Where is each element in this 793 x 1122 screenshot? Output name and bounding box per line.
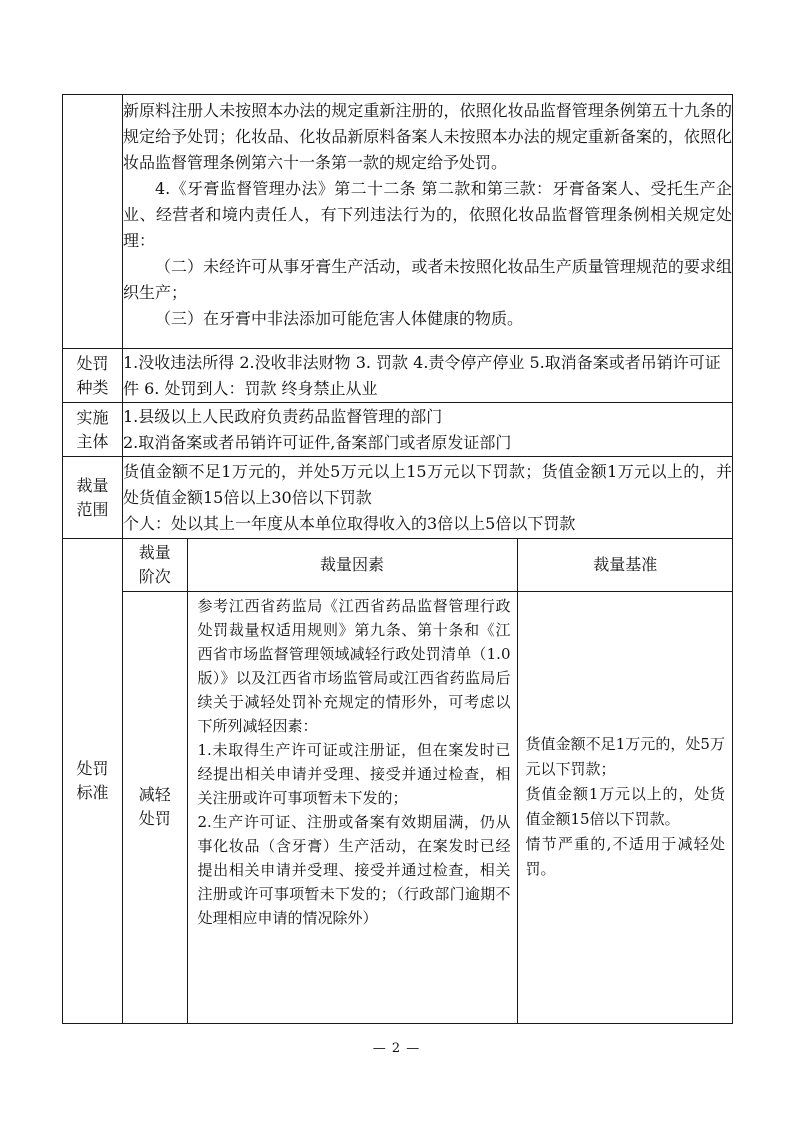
authority-line: 1.县级以上人民政府负责药品监督管理的部门 [123,406,443,426]
level-cell: 减轻处罚 [123,591,187,1023]
legal-paragraph: （三）在牙膏中非法添加可能危害人体健康的物质。 [155,309,524,328]
factor-paragraph: 2.生产许可证、注册或备案有效期届满，仍从事化妆品（含牙膏）生产活动，在案发时已经提出相关申请并受理、接受并通过检查，相关注册或许可事项暂未下发的；（行政部门逾期不处理相应申请的情况除外） [197,812,511,927]
detail-header-row [123,539,733,591]
page-number: — 2 — [372,1041,421,1056]
penalty-standard-cell [123,539,733,1024]
authority-text-cell [123,403,733,457]
continuation-label-cell [63,95,123,349]
factor-paragraph: 1.未取得生产许可证或注册证，但在案发时已经提出相关申请并受理、接受并通过检查，相关注册或许可事项暂未下发的； [197,740,511,807]
penalty-types-row [63,349,733,403]
benchmark-line: 货值金额不足1万元的，处5万元以下罚款； [525,735,725,779]
legal-paragraph: 4.《牙膏监督管理办法》第二十二条 第二款和第三款：牙膏备案人、受托生产企业、经营者和境内责任人，有下列违法行为的，依照化妆品监督管理条例相关规定处理： [123,179,732,250]
benchmark-header: 裁量基准 [517,539,733,591]
penalty-standard-label: 处罚标准 [63,539,123,1024]
discretion-range-line: 货值金额不足1万元的，并处5万元以上15万元以下罚款；货值金额1万元以上的，并处货值金额15倍以上30倍以下罚款 [123,461,732,507]
continuation-text-cell [123,95,733,349]
discretion-range-label: 裁量范围 [63,457,123,539]
legal-paragraph: （二）未经许可从事牙膏生产活动，或者未按照化妆品生产质量管理规范的要求组织生产； [123,257,732,302]
detail-row-mitigated [123,591,733,1023]
penalty-standard-row [63,539,733,1024]
discretion-range-line: 个人：处以其上一年度从本单位取得收入的3倍以上5倍以下罚款 [123,513,576,533]
benchmark-line: 货值金额1万元以上的，处货值金额15倍以下罚款。 [525,785,725,829]
discretion-range-row [63,457,733,539]
benchmark-line: 情节严重的,不适用于减轻处罚。 [525,835,725,879]
level-header: 裁量阶次 [123,539,187,591]
factors-header: 裁量因素 [187,539,517,591]
penalty-types-label: 处罚种类 [63,349,123,403]
continuation-row [63,95,733,349]
authority-line: 2.取消备案或者吊销许可证件,备案部门或者原发证部门 [123,432,512,452]
factors-cell [187,591,517,1023]
authority-row [63,403,733,457]
penalty-table [62,94,733,1024]
discretion-detail-table [123,539,733,1023]
benchmark-cell [517,591,733,1023]
authority-label: 实施主体 [63,403,123,457]
discretion-range-text-cell [123,457,733,539]
legal-paragraph: 新原料注册人未按照本办法的规定重新注册的，依照化妆品监督管理条例第五十九条的规定给予处罚；化妆品、化妆品新原料备案人未按照本办法的规定重新备案的，依照化妆品监督管理条例第六十一条第一款的规定给予处罚。 [123,101,732,172]
penalty-types-text: 1.没收违法所得 2.没收非法财物 3. 罚款 4.责令停产停业 5.取消备案或者吊销许可证件 6. 处罚到人：罚款 终身禁止从业 [123,349,733,403]
factor-paragraph: 参考江西省药监局《江西省药品监督管理行政处罚裁量权适用规则》第九条、第十条和《江西省市场监督管理领域减轻行政处罚清单（1.0版）》以及江西省市场监管局或江西省药监局后续关于减轻处罚补充规定的情形外，可考虑以下所列减轻因素： [197,596,511,735]
